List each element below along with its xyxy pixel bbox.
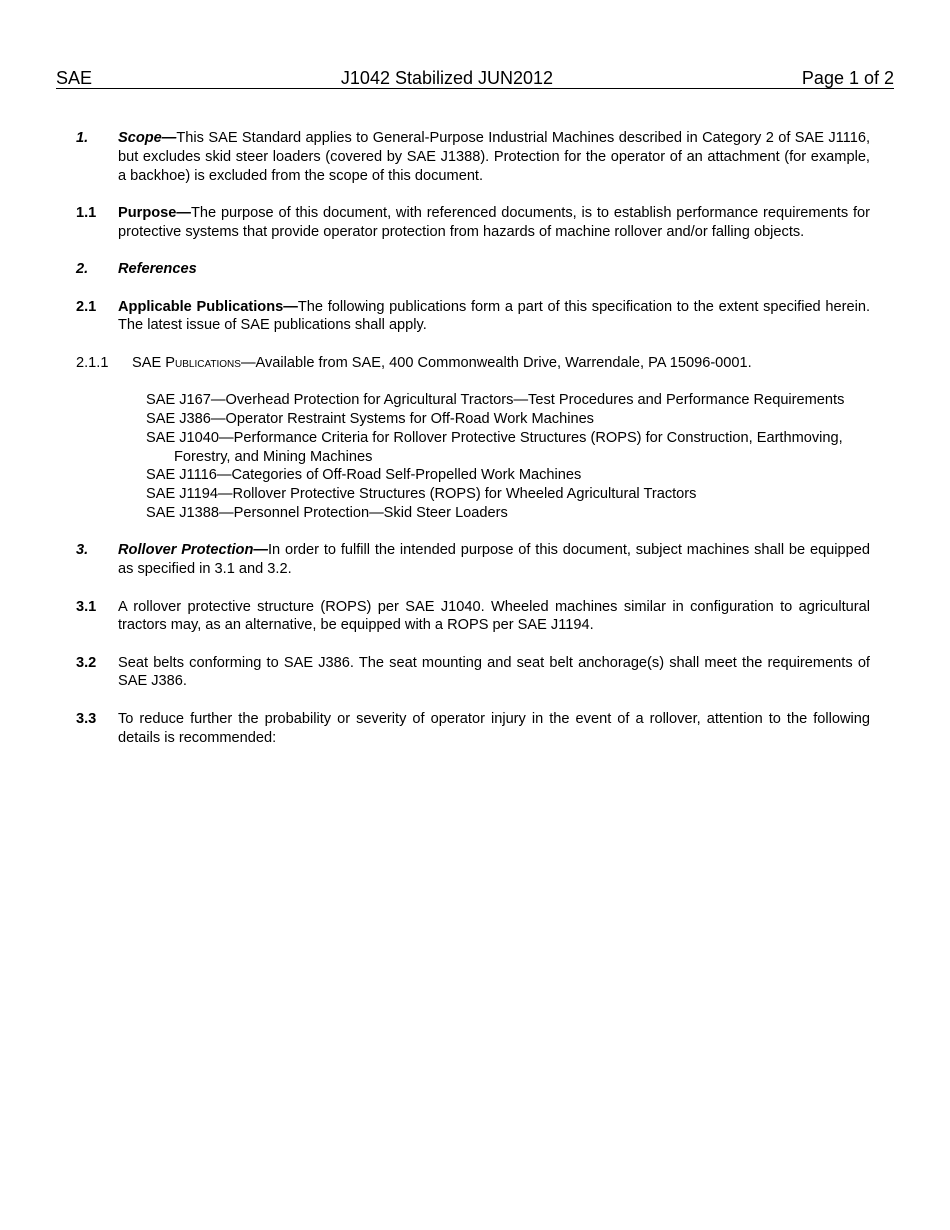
section-number: 2. xyxy=(76,261,89,278)
section-number: 3. xyxy=(76,542,89,559)
section-2-references xyxy=(76,260,870,279)
section-text: —Available from SAE, 400 Commonwealth Drive, Warrendale, PA 15096-0001. xyxy=(240,354,752,371)
section-title: References xyxy=(118,261,197,278)
reference-item: SAE J386—Operator Restraint Systems for Off-Road Work Machines xyxy=(146,410,594,427)
header-page-number: Page 1 of 2 xyxy=(801,68,894,88)
section-number: 1.1 xyxy=(76,204,97,221)
section-title: Applicable Publications— xyxy=(118,298,298,315)
section-number: 3.2 xyxy=(76,654,97,671)
section-number: 2.1.1 xyxy=(76,354,109,371)
section-title-prefix: SAE xyxy=(132,354,166,371)
document-body xyxy=(76,129,870,766)
section-3-2 xyxy=(76,654,870,692)
section-3-1 xyxy=(76,598,870,636)
section-title: Rollover Protection— xyxy=(118,542,268,559)
section-2-1-1-sae-publications xyxy=(76,354,870,373)
section-text: A rollover protective structure (ROPS) per SAE J1040. Wheeled machines similar in configuration to agricultural tractors may, as an alternative, be equipped with a ROPS per SAE J1194. xyxy=(118,598,870,634)
section-number: 1. xyxy=(76,130,89,146)
section-text: The following publications form a part of this specification to the extent specified herein. The latest issue of SAE publications shall apply. xyxy=(118,298,870,334)
reference-list xyxy=(76,391,870,523)
reference-item: SAE J1040—Performance Criteria for Rollover Protective Structures (ROPS) for Construction, Earthmoving, Forestry, and Mining Machines xyxy=(146,429,843,465)
section-number: 3.1 xyxy=(76,598,97,615)
reference-item: SAE J167—Overhead Protection for Agricultural Tractors—Test Procedures and Performance Requirements xyxy=(146,392,845,409)
section-text: To reduce further the probability or severity of operator injury in the event of a rollover, attention to the following details is recommended: xyxy=(118,710,870,746)
section-text: Seat belts conforming to SAE J386. The seat mounting and seat belt anchorage(s) shall meet the requirements of SAE J386. xyxy=(118,654,870,690)
section-number: 3.3 xyxy=(76,710,97,727)
section-1-1-purpose xyxy=(76,204,870,242)
section-title-smallcaps: Publications xyxy=(165,354,241,371)
section-text: The purpose of this document, with referenced documents, is to establish performance requirements for protective systems that provide operator protection from hazards of machine rollover and/or falling objects. xyxy=(118,204,870,240)
reference-item: SAE J1194—Rollover Protective Structures (ROPS) for Wheeled Agricultural Tractors xyxy=(146,486,697,503)
reference-item: SAE J1388—Personnel Protection—Skid Steer Loaders xyxy=(146,504,508,521)
section-title: Scope— xyxy=(118,130,177,146)
reference-item: SAE J1116—Categories of Off-Road Self-Propelled Work Machines xyxy=(146,467,582,484)
header-org: SAE xyxy=(56,68,93,88)
section-3-3 xyxy=(76,710,870,748)
section-3-rollover-protection xyxy=(76,541,870,579)
section-number: 2.1 xyxy=(76,298,97,315)
section-2-1-applicable-publications xyxy=(76,298,870,336)
page-header xyxy=(56,68,894,89)
section-text: This SAE Standard applies to General-Purpose Industrial Machines described in Category 2 of SAE J1116, but excludes skid steer loaders (covered by SAE J1388). Protection for the operator of an attachment (for example, a backhoe) is excluded from the scope of this document. xyxy=(118,130,870,184)
section-title: Purpose— xyxy=(118,204,191,221)
section-1-scope xyxy=(76,129,870,185)
header-doc-id: J1042 Stabilized JUN2012 xyxy=(340,68,554,88)
section-text: In order to fulfill the intended purpose of this document, subject machines shall be equipped as specified in 3.1 and 3.2. xyxy=(118,542,871,578)
